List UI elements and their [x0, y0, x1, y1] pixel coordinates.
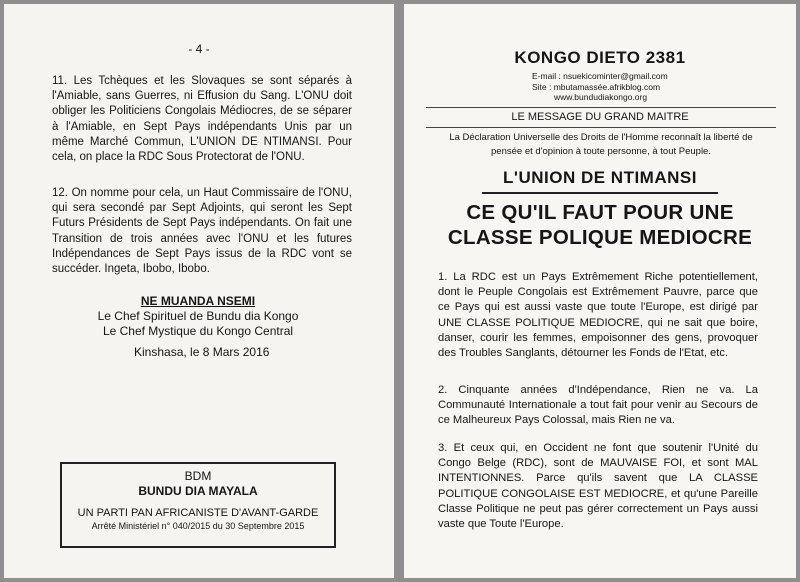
- right-paragraph-1: 1. La RDC est un Pays Extrêmement Riche potentiellement, dont le Peuple Congolais est Extrêmement Pauvre, parce que ce Pays qui est aussi vaste que toute l'Europe, est dirigé par UNE CLASSE POLITIQUE MEDIOCRE, qui ne sait que boire, danser, courir les femmes, empoisonner des gens, provoquer des Troubles Sanglants, détourner les Fonds de l'Etat, etc.: [438, 271, 758, 360]
- divider-top: [426, 107, 776, 108]
- signature-title-1: Le Chef Spirituel de Bundu dia Kongo: [97, 309, 299, 323]
- declaration-text: La Déclaration Universelle des Droits de l'Homme reconnaît la liberté de pensée et d'opinion à toute personne, à tout Peuple.: [449, 132, 753, 157]
- paragraph-11: 11. Les Tchèques et les Slovaques se sont séparés à l'Amiable, sans Guerres, ni Effusion du Sang. L'ONU doit obliger les Politiciens Congolais Médiocres, de se séparer à l'Amiable, en Sept Pays indépendants Unis par un même Marché Commun, L'UNION DE NTIMANSI. Pour cela, on place la RDC Sous Protectorat de l'ONU.: [52, 75, 352, 164]
- signature-block: [48, 294, 348, 339]
- signature-name: NE MUANDA NSEMI: [140, 294, 256, 308]
- divider-bottom: [426, 127, 776, 128]
- right-paragraph-3: 3. Et ceux qui, en Occident ne font que soutenir l'Unité du Congo Belge (RDC), sont de MAUVAISE FOI, et sont MAL INTENTIONNES. Parce qu'ils savent que LA CLASSE POLITIQUE CONGOLAISE EST MEDIOCRE, et qu'une Pareille Classe Politique ne peut pas gérer correctement un Pays aussi vaste que Toute l'Europe.: [438, 442, 758, 531]
- right-paragraph-2: 2. Cinquante années d'Indépendance, Rien ne va. La Communauté Internationale a tout fait pour venir au Secours de ce Malheureux Pays Colossal, mais Rien ne va.: [438, 384, 758, 427]
- section-title: LE MESSAGE DU GRAND MAITRE: [511, 111, 689, 123]
- contact-site-2: www.bundudiakongo.org: [554, 92, 648, 102]
- page-number: - 4 -: [188, 42, 210, 56]
- contact-block: [532, 71, 668, 103]
- union-title: L'UNION DE NTIMANSI: [503, 168, 697, 187]
- party-box: [60, 462, 336, 548]
- newsletter-title: KONGO DIETO 2381: [514, 48, 686, 67]
- union-underline: [482, 192, 718, 194]
- headline-line-1: CE QU'IL FAUT POUR UNE: [466, 201, 734, 224]
- left-page: [4, 4, 394, 578]
- party-slogan: UN PARTI PAN AFRICANISTE D'AVANT-GARDE: [77, 507, 319, 519]
- party-decree: Arrêté Ministériel n° 040/2015 du 30 Septembre 2015: [91, 521, 305, 531]
- contact-email: E-mail : nsuekicominter@gmail.com: [532, 71, 668, 81]
- headline-line-2: CLASSE POLIQUE MEDIOCRE: [447, 226, 753, 249]
- party-acronym: BDM: [184, 469, 212, 483]
- paragraph-12: 12. On nomme pour cela, un Haut Commissaire de l'ONU, qui sera secondé par Sept Adjoints, qui seront les Sept Futurs Présidents de Sept Pays indépendants. On fait une Transition de trois années avec l'ONU et les futures Indépendances de Sept Pays issus de la RDC vont se succéder. Ingeta, Ibobo, Ibobo.: [52, 187, 352, 276]
- signature-title-2: Le Chef Mystique du Kongo Central: [102, 324, 294, 338]
- right-page: [404, 4, 796, 578]
- place-date: Kinshasa, le 8 Mars 2016: [134, 345, 270, 359]
- party-name: BUNDU DIA MAYALA: [138, 484, 258, 498]
- headline: [404, 200, 796, 250]
- contact-site: Site : mbutamassée.afrikblog.com: [532, 81, 661, 92]
